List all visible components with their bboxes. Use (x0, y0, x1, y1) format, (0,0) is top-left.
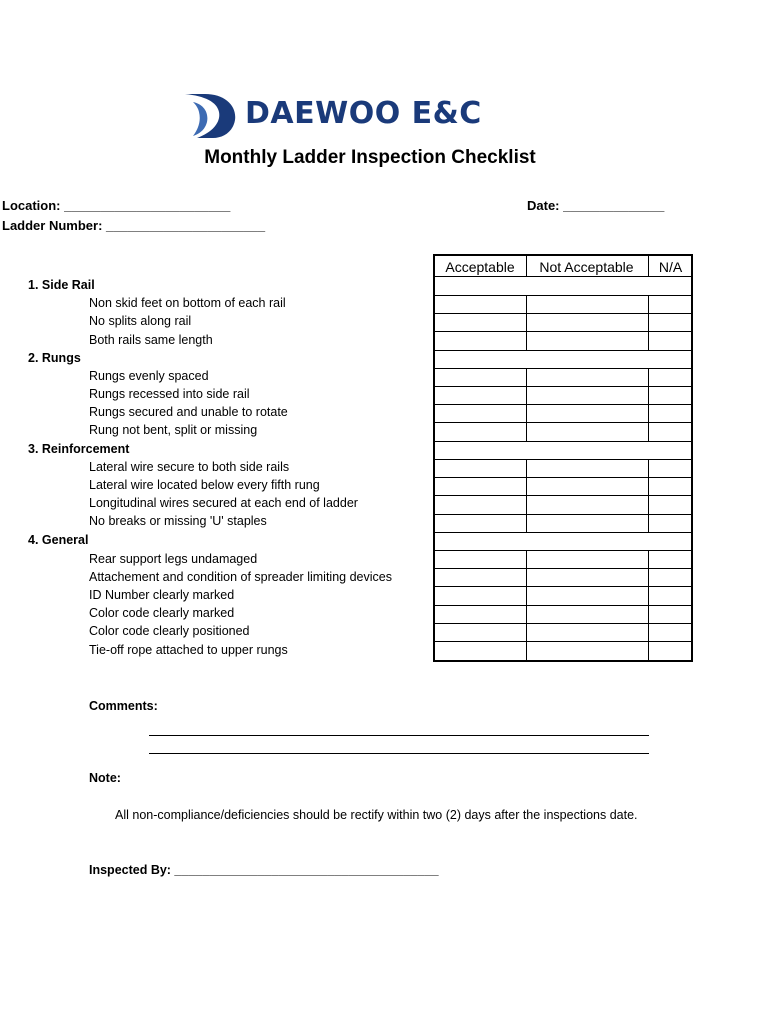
grid-row-line (435, 313, 691, 314)
grid-row-line (435, 550, 691, 551)
grid-column-line (648, 386, 649, 404)
grid-column-line (648, 550, 649, 568)
checklist-item: Rungs recessed into side rail (89, 387, 250, 401)
comments-line-1[interactable] (149, 735, 649, 736)
grid-row-line (435, 623, 691, 624)
grid-row-line (435, 514, 691, 515)
grid-row-line (435, 459, 691, 460)
checklist-item: Lateral wire located below every fifth rung (89, 478, 320, 492)
grid-row-line (435, 586, 691, 587)
grid-row-line (435, 641, 691, 642)
checklist-item: Lateral wire secure to both side rails (89, 460, 290, 474)
grid-row-line (435, 368, 691, 369)
grid-column-line (526, 404, 527, 422)
grid-column-line (526, 368, 527, 386)
grid-row-line (435, 495, 691, 496)
grid-column-line (526, 550, 527, 568)
comments-label: Comments: (89, 699, 158, 713)
note-label: Note: (89, 771, 121, 785)
column-header-not-acceptable: Not Acceptable (539, 259, 634, 275)
inspected-by-field[interactable]: Inspected By: ______________________________________ (89, 863, 439, 877)
grid-column-line (526, 295, 527, 313)
note-text: All non-compliance/deficiencies should be rectify within two (2) days after the inspections date. (115, 808, 638, 822)
grid-column-line (526, 586, 527, 605)
ladder-number-field[interactable]: Ladder Number: ______________________ (2, 218, 266, 233)
grid-row-line (435, 295, 691, 296)
grid-column-line (648, 295, 649, 313)
checklist-item: Color code clearly marked (89, 606, 235, 620)
section-title: 4. General (28, 533, 89, 547)
checklist-item: No breaks or missing 'U' staples (89, 514, 267, 528)
grid-row-line (435, 404, 691, 405)
grid-column-line (648, 641, 649, 660)
grid-column-line (526, 623, 527, 641)
checklist-item: Attachement and condition of spreader limiting devices (89, 570, 392, 584)
section-title: 2. Rungs (28, 351, 81, 365)
grid-row-line (435, 568, 691, 569)
grid-column-line (526, 422, 527, 441)
grid-column-line (648, 331, 649, 350)
checklist-grid (433, 254, 693, 662)
grid-row-line (435, 422, 691, 423)
section-title: 1. Side Rail (28, 278, 95, 292)
grid-row-line (435, 477, 691, 478)
grid-column-line (526, 495, 527, 514)
grid-column-line (648, 605, 649, 623)
grid-column-line (648, 368, 649, 386)
grid-column-line (526, 514, 527, 532)
comments-line-2[interactable] (149, 753, 649, 754)
column-header-acceptable: Acceptable (445, 259, 515, 275)
grid-column-line (526, 256, 527, 276)
column-header-na: N/A (658, 259, 683, 275)
checklist-item: Tie-off rope attached to upper rungs (89, 643, 288, 657)
grid-row-line (435, 331, 691, 332)
daewoo-logo-mark-icon (183, 92, 237, 140)
date-field[interactable]: Date: ______________ (527, 198, 665, 213)
grid-column-line (526, 477, 527, 495)
grid-column-line (526, 568, 527, 586)
grid-column-line (526, 605, 527, 623)
grid-row-line (435, 441, 691, 442)
grid-column-line (648, 568, 649, 586)
page-title: Monthly Ladder Inspection Checklist (204, 147, 536, 168)
grid-column-line (648, 586, 649, 605)
checklist-item: Rungs secured and unable to rotate (89, 405, 288, 419)
grid-column-line (648, 495, 649, 514)
checklist-item: ID Number clearly marked (89, 588, 235, 602)
checklist-item: Non skid feet on bottom of each rail (89, 296, 286, 310)
location-field[interactable]: Location: _______________________ (2, 198, 231, 213)
grid-column-line (648, 404, 649, 422)
logo-text: DAEWOO E&C (245, 96, 482, 131)
checklist-item: Rungs evenly spaced (89, 369, 209, 383)
grid-column-line (526, 331, 527, 350)
grid-column-line (648, 422, 649, 441)
checklist-item: Both rails same length (89, 333, 213, 347)
checklist-item: Rung not bent, split or missing (89, 423, 258, 437)
checklist-item: Rear support legs undamaged (89, 552, 258, 566)
grid-row-line (435, 532, 691, 533)
grid-column-line (526, 641, 527, 660)
grid-column-line (648, 623, 649, 641)
grid-row-line (435, 605, 691, 606)
grid-column-line (648, 514, 649, 532)
grid-column-line (648, 256, 649, 276)
checklist-item: Longitudinal wires secured at each end of ladder (89, 496, 358, 510)
grid-row-line (435, 276, 691, 277)
checklist-item: No splits along rail (89, 314, 192, 328)
grid-column-line (526, 313, 527, 331)
grid-column-line (526, 386, 527, 404)
grid-column-line (648, 459, 649, 477)
checklist-item: Color code clearly positioned (89, 624, 250, 638)
grid-row-line (435, 350, 691, 351)
section-title: 3. Reinforcement (28, 442, 130, 456)
grid-column-line (648, 313, 649, 331)
grid-column-line (526, 459, 527, 477)
grid-column-line (648, 477, 649, 495)
grid-row-line (435, 386, 691, 387)
